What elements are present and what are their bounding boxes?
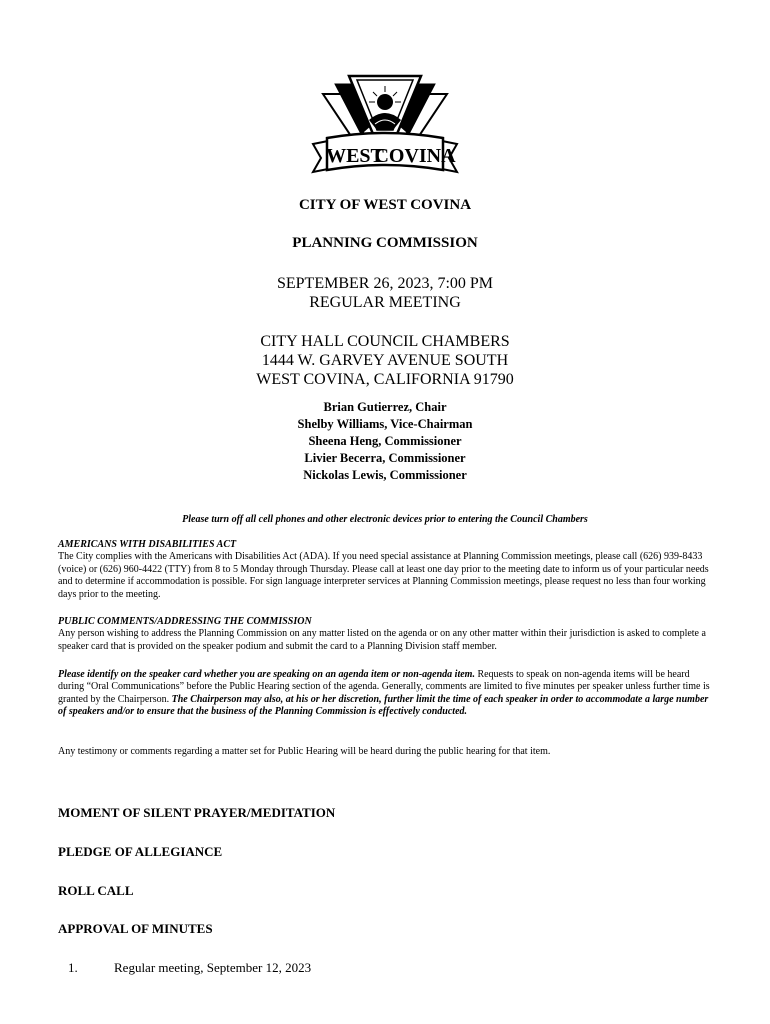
public-comments-section (58, 616, 713, 653)
minutes-item-number: 1. (68, 960, 78, 975)
speaker-card-paragraph (58, 669, 713, 719)
city-title: CITY OF WEST COVINA (298, 197, 472, 213)
member-name: Nickolas Lewis, Commissioner (303, 468, 467, 482)
member-name: Brian Gutierrez, Chair (323, 400, 447, 414)
speaker-card-lead: Please identify on the speaker card whether you are speaking on an agenda item or non-agenda item. (58, 669, 475, 680)
member-name: Shelby Williams, Vice-Chairman (297, 417, 473, 431)
west-covina-logo (305, 72, 465, 192)
ada-text: The City complies with the Americans with Disabilities Act (ADA). If you need special assistance at Planning Commission meetings, please call (626) 939-8433 (voice) or (626) 960-4422 (TTY) from 8 to 5 Monday through Thursday. Please call at least one day prior to the meeting date to inform us of your particular needs and to determine if accommodation is possible. For sign language interpreter services at Planning Commission meetings, please request no less than four working days prior to the meeting. (58, 551, 709, 600)
speaker-card-text: Requests to speak on non-agenda items will be heard during “Oral Communications” before the Public Hearing section of the agenda. Generally, comments are limited to five minutes per speaker unless further time is granted by the Chairperson. (58, 669, 710, 705)
logo-text-covina: COVINA (374, 145, 456, 167)
public-comments-heading: PUBLIC COMMENTS/ADDRESSING THE COMMISSION (58, 616, 312, 627)
location-line-3: WEST COVINA, CALIFORNIA 91790 (256, 371, 514, 388)
section-prayer: MOMENT OF SILENT PRAYER/MEDITATION (58, 805, 336, 820)
meeting-type: REGULAR MEETING (309, 294, 461, 311)
minutes-item-text: Regular meeting, September 12, 2023 (114, 960, 312, 975)
devices-notice: Please turn off all cell phones and other electronic devices prior to entering the Council Chambers (182, 514, 588, 525)
testimony-text: Any testimony or comments regarding a matter set for Public Hearing will be heard during the public hearing for that item. (58, 746, 551, 757)
member-name: Livier Becerra, Commissioner (304, 451, 466, 465)
meeting-datetime: SEPTEMBER 26, 2023, 7:00 PM (276, 275, 494, 292)
logo-text-west: WEST (326, 145, 384, 167)
ada-heading: AMERICANS WITH DISABILITIES ACT (58, 539, 237, 550)
member-name: Sheena Heng, Commissioner (308, 434, 462, 448)
commission-title: PLANNING COMMISSION (292, 235, 478, 251)
ada-section (58, 539, 713, 601)
section-pledge: PLEDGE OF ALLEGIANCE (58, 844, 223, 859)
location-line-1: CITY HALL COUNCIL CHAMBERS (260, 333, 510, 350)
location-line-2: 1444 W. GARVEY AVENUE SOUTH (261, 352, 509, 369)
section-roll-call: ROLL CALL (58, 883, 134, 898)
section-minutes: APPROVAL OF MINUTES (58, 921, 213, 936)
members-list (0, 399, 770, 484)
speaker-card-tail: The Chairperson may also, at his or her discretion, further limit the time of each speaker in order to accommodate a large number of speakers and/or to ensure that the business of the Planning Commission is effectively conducted. (58, 693, 709, 718)
public-comments-text: Any person wishing to address the Planning Commission on any matter listed on the agenda or on any other matter within their jurisdiction is asked to complete a speaker card that is provided on the speaker podium and submit the card to a Planning Division staff member. (58, 628, 706, 652)
